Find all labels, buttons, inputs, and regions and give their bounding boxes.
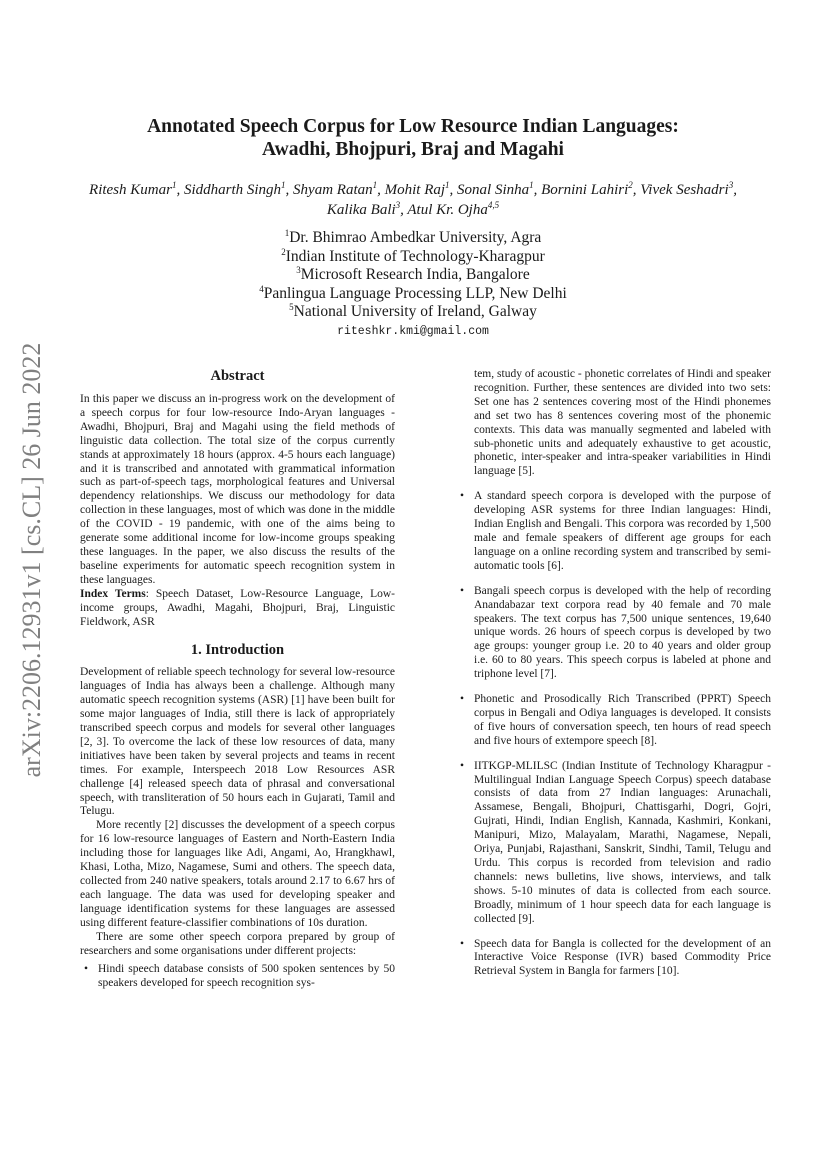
author: Ritesh Kumar$^1$,	[89, 180, 184, 198]
arxiv-stamp: arXiv:2206.12931v1 [cs.CL] 26 Jun 2022	[17, 342, 46, 778]
author: Atul Kr. Ojha$^{4,5}$	[407, 200, 500, 218]
affiliation: $^5$National University of Ireland, Galway	[289, 302, 537, 321]
author: Siddharth Singh$^1$,	[183, 180, 294, 198]
author: Vivek Seshadri$^3$,	[640, 180, 737, 198]
bullet-item: • Speech data for Bangla is collected for the development of an Interactive Voice Response (IVR) based Commodity Price Retrieval System in Bangla for farmers [10].	[456, 938, 771, 980]
author: Sonal Sinha$^1$,	[457, 180, 542, 198]
author: Mohit Raj$^1$,	[384, 180, 458, 198]
paper-title	[80, 115, 746, 161]
contact-email[interactable]: riteshkr.kmi@gmail.com	[337, 324, 489, 338]
abstract-heading: Abstract	[210, 368, 265, 384]
affiliation: $^2$Indian Institute of Technology-Kharagpur	[281, 246, 545, 265]
affiliation: $^1$Dr. Bhimrao Ambedkar University, Agra	[284, 227, 542, 246]
author: Kalika Bali$^3$,	[326, 200, 408, 218]
title-line-1: Annotated Speech Corpus for Low Resource Indian Languages:	[147, 116, 679, 137]
abstract-text: In this paper we discuss an in-progress work on the development of a speech corpus for four low-resource Indo-Aryan languages - Awadhi, Bhojpuri, Braj and Magahi using the field methods of linguistic data collection. The total size of the corpus currently stands at approximately 18 hours (approx. 4-5 hours each language) and it is transcribed and annotated with grammatical information such as part-of-speech tags, morphological features and Universal dependency relationships. We discuss our methodology for data collection in these languages, most of which was done in the middle of the COVID - 19 pandemic, with one of the aims being to generate some additional income for low-income groups speaking these languages. In the paper, we also discuss the results of the baseline experiments for automatic speech recognition system in these languages.	[80, 393, 395, 586]
affiliation: $^3$Microsoft Research India, Bangalore	[296, 265, 530, 284]
affiliations	[150, 229, 676, 342]
intro-paragraph-3: There are some other speech corpora prepared by group of researchers and some organisations under different projects:	[80, 930, 395, 957]
index-terms: Index Terms: Speech Dataset, Low-Resource Language, Low-income groups, Awadhi, Magahi, Bhojpuri, Braj, Linguistic Fieldwork, ASR	[80, 587, 395, 628]
bullet-item: • IITKGP-MLILSC (Indian Institute of Technology Kharagpur - Multilingual Indian Language Speech Corpus) speech database consists of data from 27 Indian languages: Arunachali, Assamese, Bengali, Bhojpuri, Chattisgarhi, Dogri, Gojri, Gujrati, Hindi, Indian English, Kannada, Kashmiri, Konkani, Manipuri, Mizo, Malayalam, Marathi, Nagamese, Nepali, Oriya, Punjabi, Rajasthani, Sanskrit, Sindhi, Tamil, Telugu and Urdu. This corpus is recorded from television and radio channels: news bulletins, live shows, interviews, and talk shows. 5-10 minutes of data is collected from each source. Broadly, minimum of 1 hour speech data for each language is collected [9].	[456, 760, 771, 927]
section-heading-introduction: 1. Introduction	[190, 642, 285, 659]
affiliation: $^4$Panlingua Language Processing LLP, New Delhi	[259, 283, 567, 302]
title-line-2: Awadhi, Bhojpuri, Braj and Magahi	[262, 139, 564, 160]
bullet-item: • A standard speech corpora is developed with the purpose of developing ASR systems for three Indian languages: Hindi, Indian English and Bengali. This corpora was recorded by 1,500 male and female speakers of different age groups for each language on a online recording system and transcribed by semi-automatic tools [6].	[456, 490, 771, 573]
author: Bornini Lahiri$^2$,	[541, 180, 641, 198]
left-column	[80, 368, 395, 991]
bullet-continuation: tem, study of acoustic - phonetic correlates of Hindi and speaker recognition. Further, these sentences are divided into two sets: Set one has 2 sentences covering most of the Hindi phonemes and set two has 8 sentences covering most of the phonemic contexts. This data was manually segmented and labeled with sub-phonetic units and adequately exhaustive to get acoustic, phonetic, inter-speaker and intra-speaker variabilities in Hindi language [5].	[474, 368, 771, 478]
bullet-item: • Phonetic and Prosodically Rich Transcribed (PPRT) Speech corpus in Bengali and Odiya languages is developed. It consists of five hours of conversation speech, ten hours of read speech and five hours of extempore speech [8].	[456, 693, 771, 749]
arxiv-identifier	[10, 340, 54, 780]
bullet-item-hindi-database: • Hindi speech database consists of 500 spoken sentences by 50 speakers developed for speech recognition sys-	[80, 963, 395, 991]
author-list	[86, 180, 740, 220]
intro-paragraph-1: Development of reliable speech technology for several low-resource languages of India has always been a challenge. Although many automatic speech recognition systems (ASR) [1] have been built for some major languages of India, still there is lack of appropriately transcribed speech corpus and models for several other languages [2, 3]. To overcome the lack of these low resources of data, many initiatives have been taken by several projects and teams in recent times. For example, Interspeech 2018 Low Resources ASR challenge [4] released speech data of phrasal and conversational speech, with transliteration of 50 hours each in Gujarati, Tamil and Telugu.	[80, 666, 395, 818]
intro-paragraph-2: More recently [2] discusses the development of a speech corpus for 16 low-resource languages of Eastern and North-Eastern India including those for languages like Adi, Angami, Ao, Hrangkhawl, Khasi, Lotha, Mizo, Nagamese, Sumi and others. The speech data, collected from 240 native speakers, totals around 2.17 to 6.67 hrs of each language. The data was used for developing speaker and language identification systems for these languages are assessed using different feature-classifier combinations of 10s duration.	[80, 819, 395, 929]
bullet-item: • Bangali speech corpus is developed with the help of recording Anandabazar text corpora read by 40 female and 70 male speakers. The text corpus has 7,500 unique sentences, 19,640 unique words. 26 hours of speech corpus is developed by two age groups: younger group i.e. 20 to 40 years and older group i.e. 60 to 80 years. This speech corpus is labeled at phone and triphone level [7].	[456, 585, 771, 682]
right-column	[456, 368, 771, 990]
author: Shyam Ratan$^1$,	[293, 180, 385, 198]
